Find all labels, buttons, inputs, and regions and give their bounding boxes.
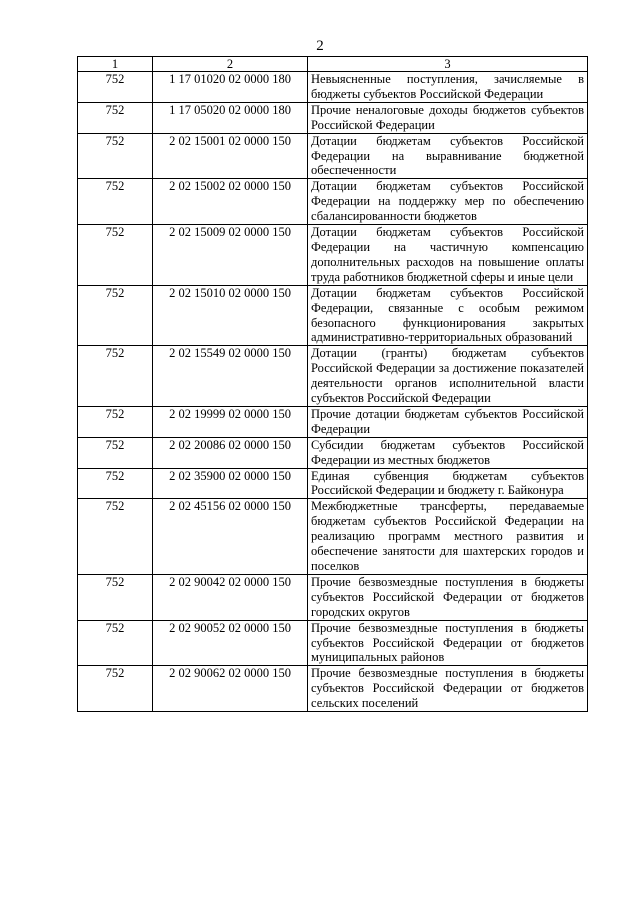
page-number: 2 (316, 38, 324, 54)
revenue-name-cell: Дотации бюджетам субъектов Российской Федерации на поддержку мер по обеспечению сбалансированности бюджетов (308, 179, 588, 225)
admin-code-cell: 752 (78, 102, 153, 133)
admin-code-cell: 752 (78, 346, 153, 407)
revenue-code-cell: 1 17 05020 02 0000 180 (153, 102, 308, 133)
revenue-code-cell: 2 02 45156 02 0000 150 (153, 499, 308, 575)
admin-code-cell: 752 (78, 620, 153, 666)
revenue-name-cell: Субсидии бюджетам субъектов Российской Федерации из местных бюджетов (308, 437, 588, 468)
revenue-code-cell: 2 02 35900 02 0000 150 (153, 468, 308, 499)
revenue-code-cell: 1 17 01020 02 0000 180 (153, 72, 308, 103)
table-row (78, 225, 588, 286)
revenue-name-cell: Прочие неналоговые доходы бюджетов субъектов Российской Федерации (308, 102, 588, 133)
revenue-name-cell: Дотации бюджетам субъектов Российской Федерации, связанные с особым режимом безопасного функционирования закрытых административно-территориальных образований (308, 285, 588, 346)
table-row (78, 102, 588, 133)
revenue-code-cell: 2 02 20086 02 0000 150 (153, 437, 308, 468)
admin-code-cell: 752 (78, 179, 153, 225)
table-row (78, 666, 588, 712)
revenue-code-cell: 2 02 15002 02 0000 150 (153, 179, 308, 225)
admin-code-cell: 752 (78, 225, 153, 286)
table-row (78, 346, 588, 407)
admin-code-cell: 752 (78, 437, 153, 468)
revenue-code-cell: 2 02 90062 02 0000 150 (153, 666, 308, 712)
column-header-1: 1 (78, 57, 153, 72)
table-header-row (78, 57, 588, 72)
table-row (78, 133, 588, 179)
revenue-code-cell: 2 02 15001 02 0000 150 (153, 133, 308, 179)
admin-code-cell: 752 (78, 499, 153, 575)
revenue-code-cell: 2 02 90042 02 0000 150 (153, 574, 308, 620)
table-row (78, 499, 588, 575)
admin-code-cell: 752 (78, 406, 153, 437)
admin-code-cell: 752 (78, 72, 153, 103)
revenue-name-cell: Дотации бюджетам субъектов Российской Федерации на частичную компенсацию дополнительных расходов на повышение оплаты труда работников бюджетной сферы и иные цели (308, 225, 588, 286)
table-row (78, 437, 588, 468)
revenue-name-cell: Дотации бюджетам субъектов Российской Федерации на выравнивание бюджетной обеспеченности (308, 133, 588, 179)
revenue-code-cell: 2 02 90052 02 0000 150 (153, 620, 308, 666)
revenue-name-cell: Дотации (гранты) бюджетам субъектов Российской Федерации за достижение показателей деятельности органов исполнительной власти субъектов Российской Федерации (308, 346, 588, 407)
admin-code-cell: 752 (78, 574, 153, 620)
revenue-code-cell: 2 02 15010 02 0000 150 (153, 285, 308, 346)
revenue-name-cell: Прочие дотации бюджетам субъектов Российской Федерации (308, 406, 588, 437)
table-row (78, 620, 588, 666)
table-body (78, 72, 588, 712)
revenue-name-cell: Прочие безвозмездные поступления в бюджеты субъектов Российской Федерации от бюджетов городских округов (308, 574, 588, 620)
table-row (78, 468, 588, 499)
table-row (78, 406, 588, 437)
admin-code-cell: 752 (78, 666, 153, 712)
revenue-code-cell: 2 02 19999 02 0000 150 (153, 406, 308, 437)
revenue-code-cell: 2 02 15549 02 0000 150 (153, 346, 308, 407)
column-header-3: 3 (308, 57, 588, 72)
table-row (78, 72, 588, 103)
revenue-name-cell: Единая субвенция бюджетам субъектов Российской Федерации и бюджету г. Байконура (308, 468, 588, 499)
revenue-name-cell: Невыясненные поступления, зачисляемые в бюджеты субъектов Российской Федерации (308, 72, 588, 103)
table-row (78, 179, 588, 225)
revenue-name-cell: Прочие безвозмездные поступления в бюджеты субъектов Российской Федерации от бюджетов муниципальных районов (308, 620, 588, 666)
budget-revenue-table (77, 56, 588, 712)
revenue-code-cell: 2 02 15009 02 0000 150 (153, 225, 308, 286)
revenue-name-cell: Прочие безвозмездные поступления в бюджеты субъектов Российской Федерации от бюджетов сельских поселений (308, 666, 588, 712)
table-row (78, 574, 588, 620)
table-row (78, 285, 588, 346)
revenue-name-cell: Межбюджетные трансферты, передаваемые бюджетам субъектов Российской Федерации на реализацию программ местного развития и обеспечение занятости для шахтерских городов и поселков (308, 499, 588, 575)
admin-code-cell: 752 (78, 468, 153, 499)
admin-code-cell: 752 (78, 285, 153, 346)
admin-code-cell: 752 (78, 133, 153, 179)
column-header-2: 2 (153, 57, 308, 72)
